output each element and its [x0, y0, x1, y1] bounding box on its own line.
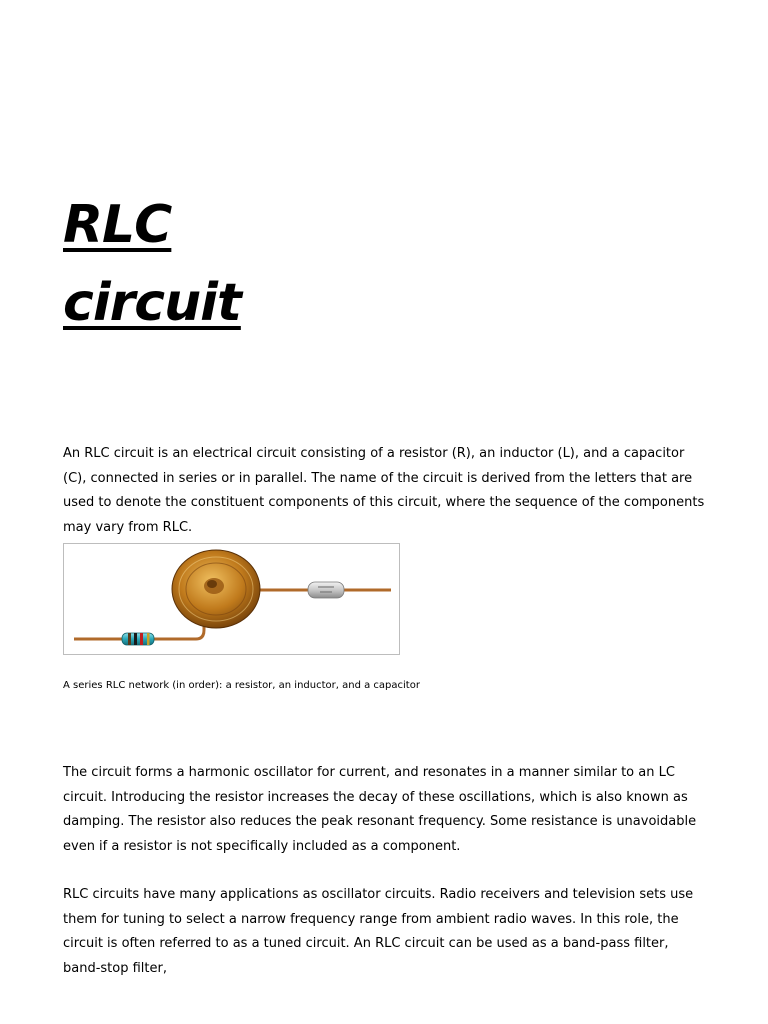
rlc-component-illustration	[64, 544, 399, 654]
intro-paragraph: An RLC circuit is an electrical circuit consisting of a resistor (R), an inductor (L), and a capacitor (C), connected in series or in parallel. The name of the circuit is derived from the letters that are used to denote the constituent components of this circuit, where the sequence of the components may vary from RLC.	[63, 446, 705, 536]
toroid-inductor	[172, 550, 260, 628]
oscillator-paragraph: The circuit forms a harmonic oscillator for current, and resonates in a manner similar to an LC circuit. Introducing the resistor increases the decay of these oscillations, which is also known as damping. The resistor also reduces the peak resonant frequency. Some resistance is unavoidable even if a resistor is not specifically included as a component.	[63, 765, 697, 855]
applications-paragraph: RLC circuits have many applications as oscillator circuits. Radio receivers and television sets use them for tuning to select a narrow frequency range from ambient radio waves. In this role, the circuit is often referred to as a tuned circuit. An RLC circuit can be used as a band-pass filter, band-stop filter,	[63, 887, 694, 977]
title-line-1: RLC	[63, 195, 172, 255]
page-title	[63, 186, 241, 342]
rlc-component-photo	[63, 543, 400, 655]
figure-caption: A series RLC network (in order): a resistor, an inductor, and a capacitor	[63, 680, 420, 691]
title-line-2: circuit	[63, 273, 241, 333]
capacitor	[308, 582, 344, 598]
